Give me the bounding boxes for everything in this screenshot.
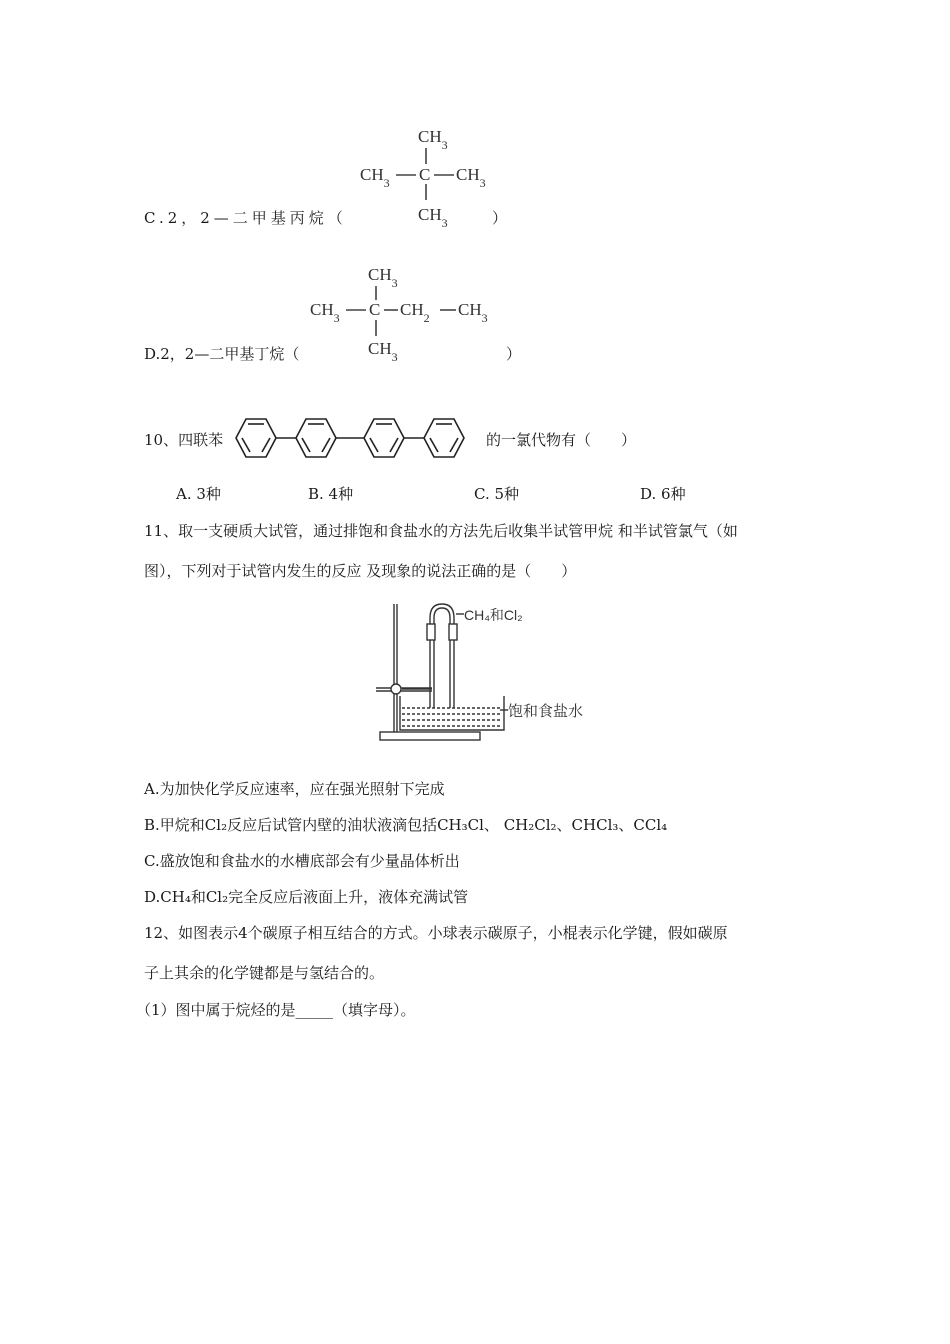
formula-d-right1: $CH_2$	[400, 300, 430, 325]
q10-stem-before: 10、四联苯	[144, 431, 224, 449]
q11-stem-line1: 11、取一支硬质大试管，通过排饱和食盐水的方法先后收集半试管甲烷 和半试管氯气（如	[144, 522, 738, 540]
formula-d-center: C	[369, 300, 381, 319]
q12-stem-line1: 12、如图表示4个碳原子相互结合的方式。小球表示碳原子，小棍表示化学键，假如碳原	[144, 924, 728, 942]
q10-option-d: D. 6种	[640, 485, 686, 503]
formula-c-right: $CH_3$	[456, 165, 486, 190]
q11-option-b: B.甲烷和Cl₂反应后试管内壁的油状液滴包括CH₃Cl、 CH₂Cl₂、CHCl₃、CCl₄	[144, 816, 668, 834]
q9-option-d-prefix: D.2，2—二甲基丁烷（	[144, 345, 300, 363]
q9-option-c-suffix: ）	[492, 209, 508, 227]
q9-option-d-suffix: ）	[506, 345, 522, 363]
figure-gas-label: CH₄和Cl₂	[464, 607, 523, 623]
formula-d-bottom: $CH_3$	[368, 339, 398, 364]
q10-stem-after: 的一氯代物有（ ）	[486, 431, 637, 449]
q11-option-d: D.CH₄和Cl₂完全反应后液面上升，液体充满试管	[144, 888, 469, 906]
quaterphenyl-structure	[226, 408, 486, 468]
methane-chlorine-apparatus-figure	[372, 598, 602, 748]
q11-stem-line2: 图），下列对于试管内发生的反应 及现象的说法正确的是（ ）	[144, 562, 577, 580]
q10-option-b: B. 4种	[308, 485, 354, 503]
figure-water-label: 饱和食盐水	[508, 702, 584, 720]
q12-stem-line2: 子上其余的化学键都是与氢结合的。	[144, 964, 385, 982]
formula-c-bottom: $CH_3$	[418, 205, 448, 230]
q10-option-c: C. 5种	[474, 485, 520, 503]
q9-option-c-structural-formula	[356, 120, 506, 230]
q10-option-a: A. 3种	[176, 485, 221, 503]
q9-option-c-prefix: C.2，2—二甲基丙烷（	[144, 209, 347, 227]
q9-option-d-structural-formula	[306, 258, 516, 368]
q11-option-a: A.为加快化学反应速率，应在强光照射下完成	[144, 780, 445, 798]
formula-d-right2: $CH_3$	[458, 300, 488, 325]
q11-option-c: C.盛放饱和食盐水的水槽底部会有少量晶体析出	[144, 852, 460, 870]
formula-d-top: $CH_3$	[368, 265, 398, 290]
formula-c-left: $CH_3$	[360, 165, 390, 190]
formula-c-center: C	[419, 165, 431, 184]
q12-sub-question-1: （1）图中属于烷烃的是_____（填字母）。	[136, 1001, 416, 1019]
formula-c-top: $CH_3$	[418, 127, 448, 152]
formula-d-left: $CH_3$	[310, 300, 340, 325]
